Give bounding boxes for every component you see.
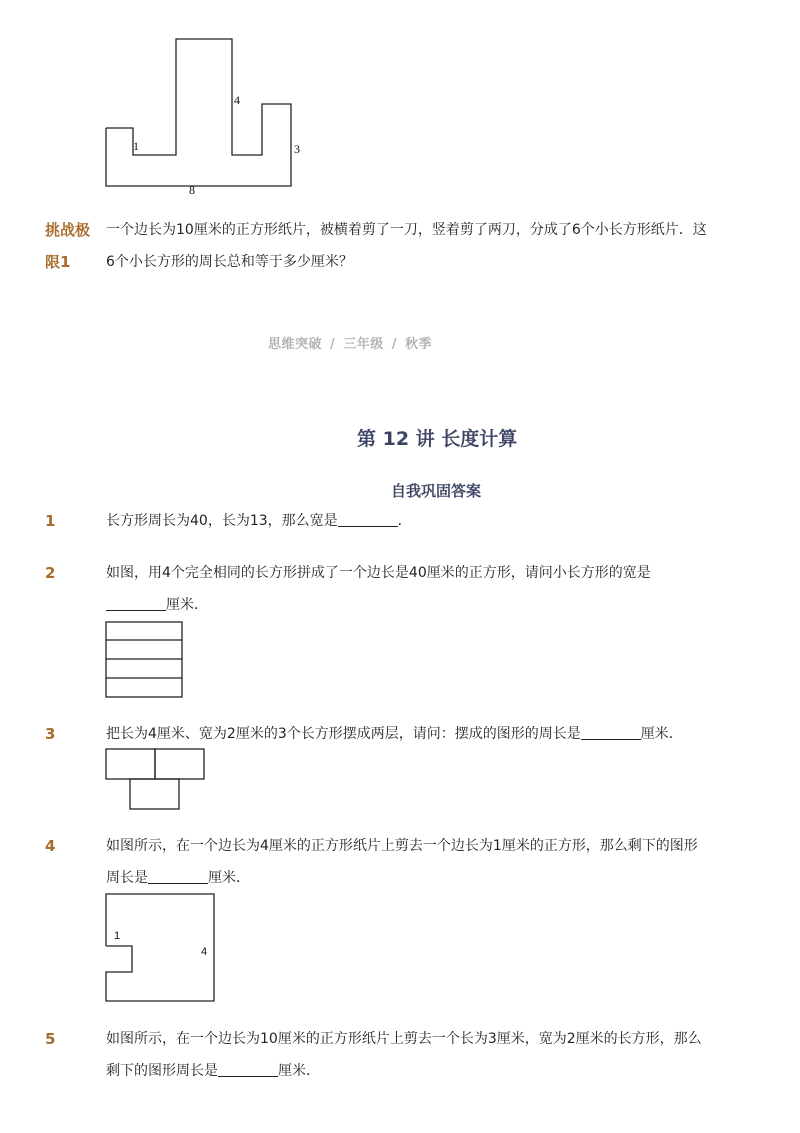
top-shape-outline [106,39,291,186]
challenge-text-line2: 6个小长方形的周长总和等于多少厘米？ [106,254,353,270]
q4-label-4: 4 [201,946,208,958]
challenge-label-line2: 限1 [45,253,71,271]
footer-part3: 秋季 [405,337,433,352]
question-5-text-line1: 如图所示，在一个边长为10厘米的正方形纸片上剪去一个长为3厘米，宽为2厘米的长方形，那么 [106,1031,702,1047]
top-label-4: 4 [234,93,240,107]
question-4-text-line2-pre: 周长是 [106,870,148,886]
q3-rect-top-right [155,749,204,779]
question-2-number: 2 [45,564,56,582]
q3-rect-bottom [130,779,179,809]
question-3-answer-blank[interactable] [581,725,641,740]
question-1-text [106,505,412,537]
question-5-text-line2-post: 厘米． [278,1063,320,1079]
question-3-text-pre: 把长为4厘米、宽为2厘米的3个长方形摆成两层，请问：摆成的图形的周长是 [106,726,581,742]
top-label-3: 3 [294,142,300,156]
lecture-title: 第 12 讲 长度计算 [357,428,518,450]
top-label-8: 8 [189,183,195,197]
top-label-1: 1 [133,139,139,153]
question-4-text-line1: 如图所示，在一个边长为4厘米的正方形纸片上剪去一个边长为1厘米的正方形，那么剩下的图形 [106,838,698,854]
question-5-number: 5 [45,1030,56,1048]
question-1-text-post: ． [397,513,412,529]
question-3-text-post: 厘米． [640,726,683,742]
question-4-text-line2-post: 厘米． [208,870,250,886]
question-4-answer-blank[interactable] [148,869,208,884]
question-2-figure [0,600,800,710]
footer-part1: 思维突破 [268,337,323,352]
q4-shape-outline [106,894,214,1001]
page-footer-breadcrumb [268,333,432,352]
footer-part2: 三年级 [343,337,384,352]
question-4-figure [0,885,800,1010]
question-1-text-pre: 长方形周长为40，长为13，那么宽是 [106,513,338,529]
q4-label-1: 1 [114,930,121,942]
footer-sep-1: / [330,337,336,352]
challenge-label-line1: 挑战极 [45,221,91,239]
question-1-answer-blank[interactable] [338,512,398,527]
footer-sep-2: / [391,337,398,352]
challenge-text [106,214,766,278]
section-title: 自我巩固答案 [391,482,482,500]
question-5-answer-blank[interactable] [218,1062,278,1077]
question-5-text [106,1023,766,1087]
challenge-label [45,214,90,278]
question-4-number: 4 [45,837,56,855]
question-1-number: 1 [45,512,56,530]
top-shape-figure [0,0,800,200]
question-5-text-line2-pre: 剩下的图形周长是 [106,1063,218,1079]
challenge-text-line1: 一个边长为10厘米的正方形纸片，被横着剪了一刀，竖着剪了两刀，分成了6个小长方形纸片．这 [106,222,707,238]
question-3-figure [0,740,800,820]
q3-rect-top-left [106,749,155,779]
question-2-text-post: 厘米． [166,597,208,613]
question-3-number: 3 [45,725,56,743]
question-2-text-line1: 如图，用4个完全相同的长方形拼成了一个边长是40厘米的正方形，请问小长方形的宽是 [106,565,651,581]
